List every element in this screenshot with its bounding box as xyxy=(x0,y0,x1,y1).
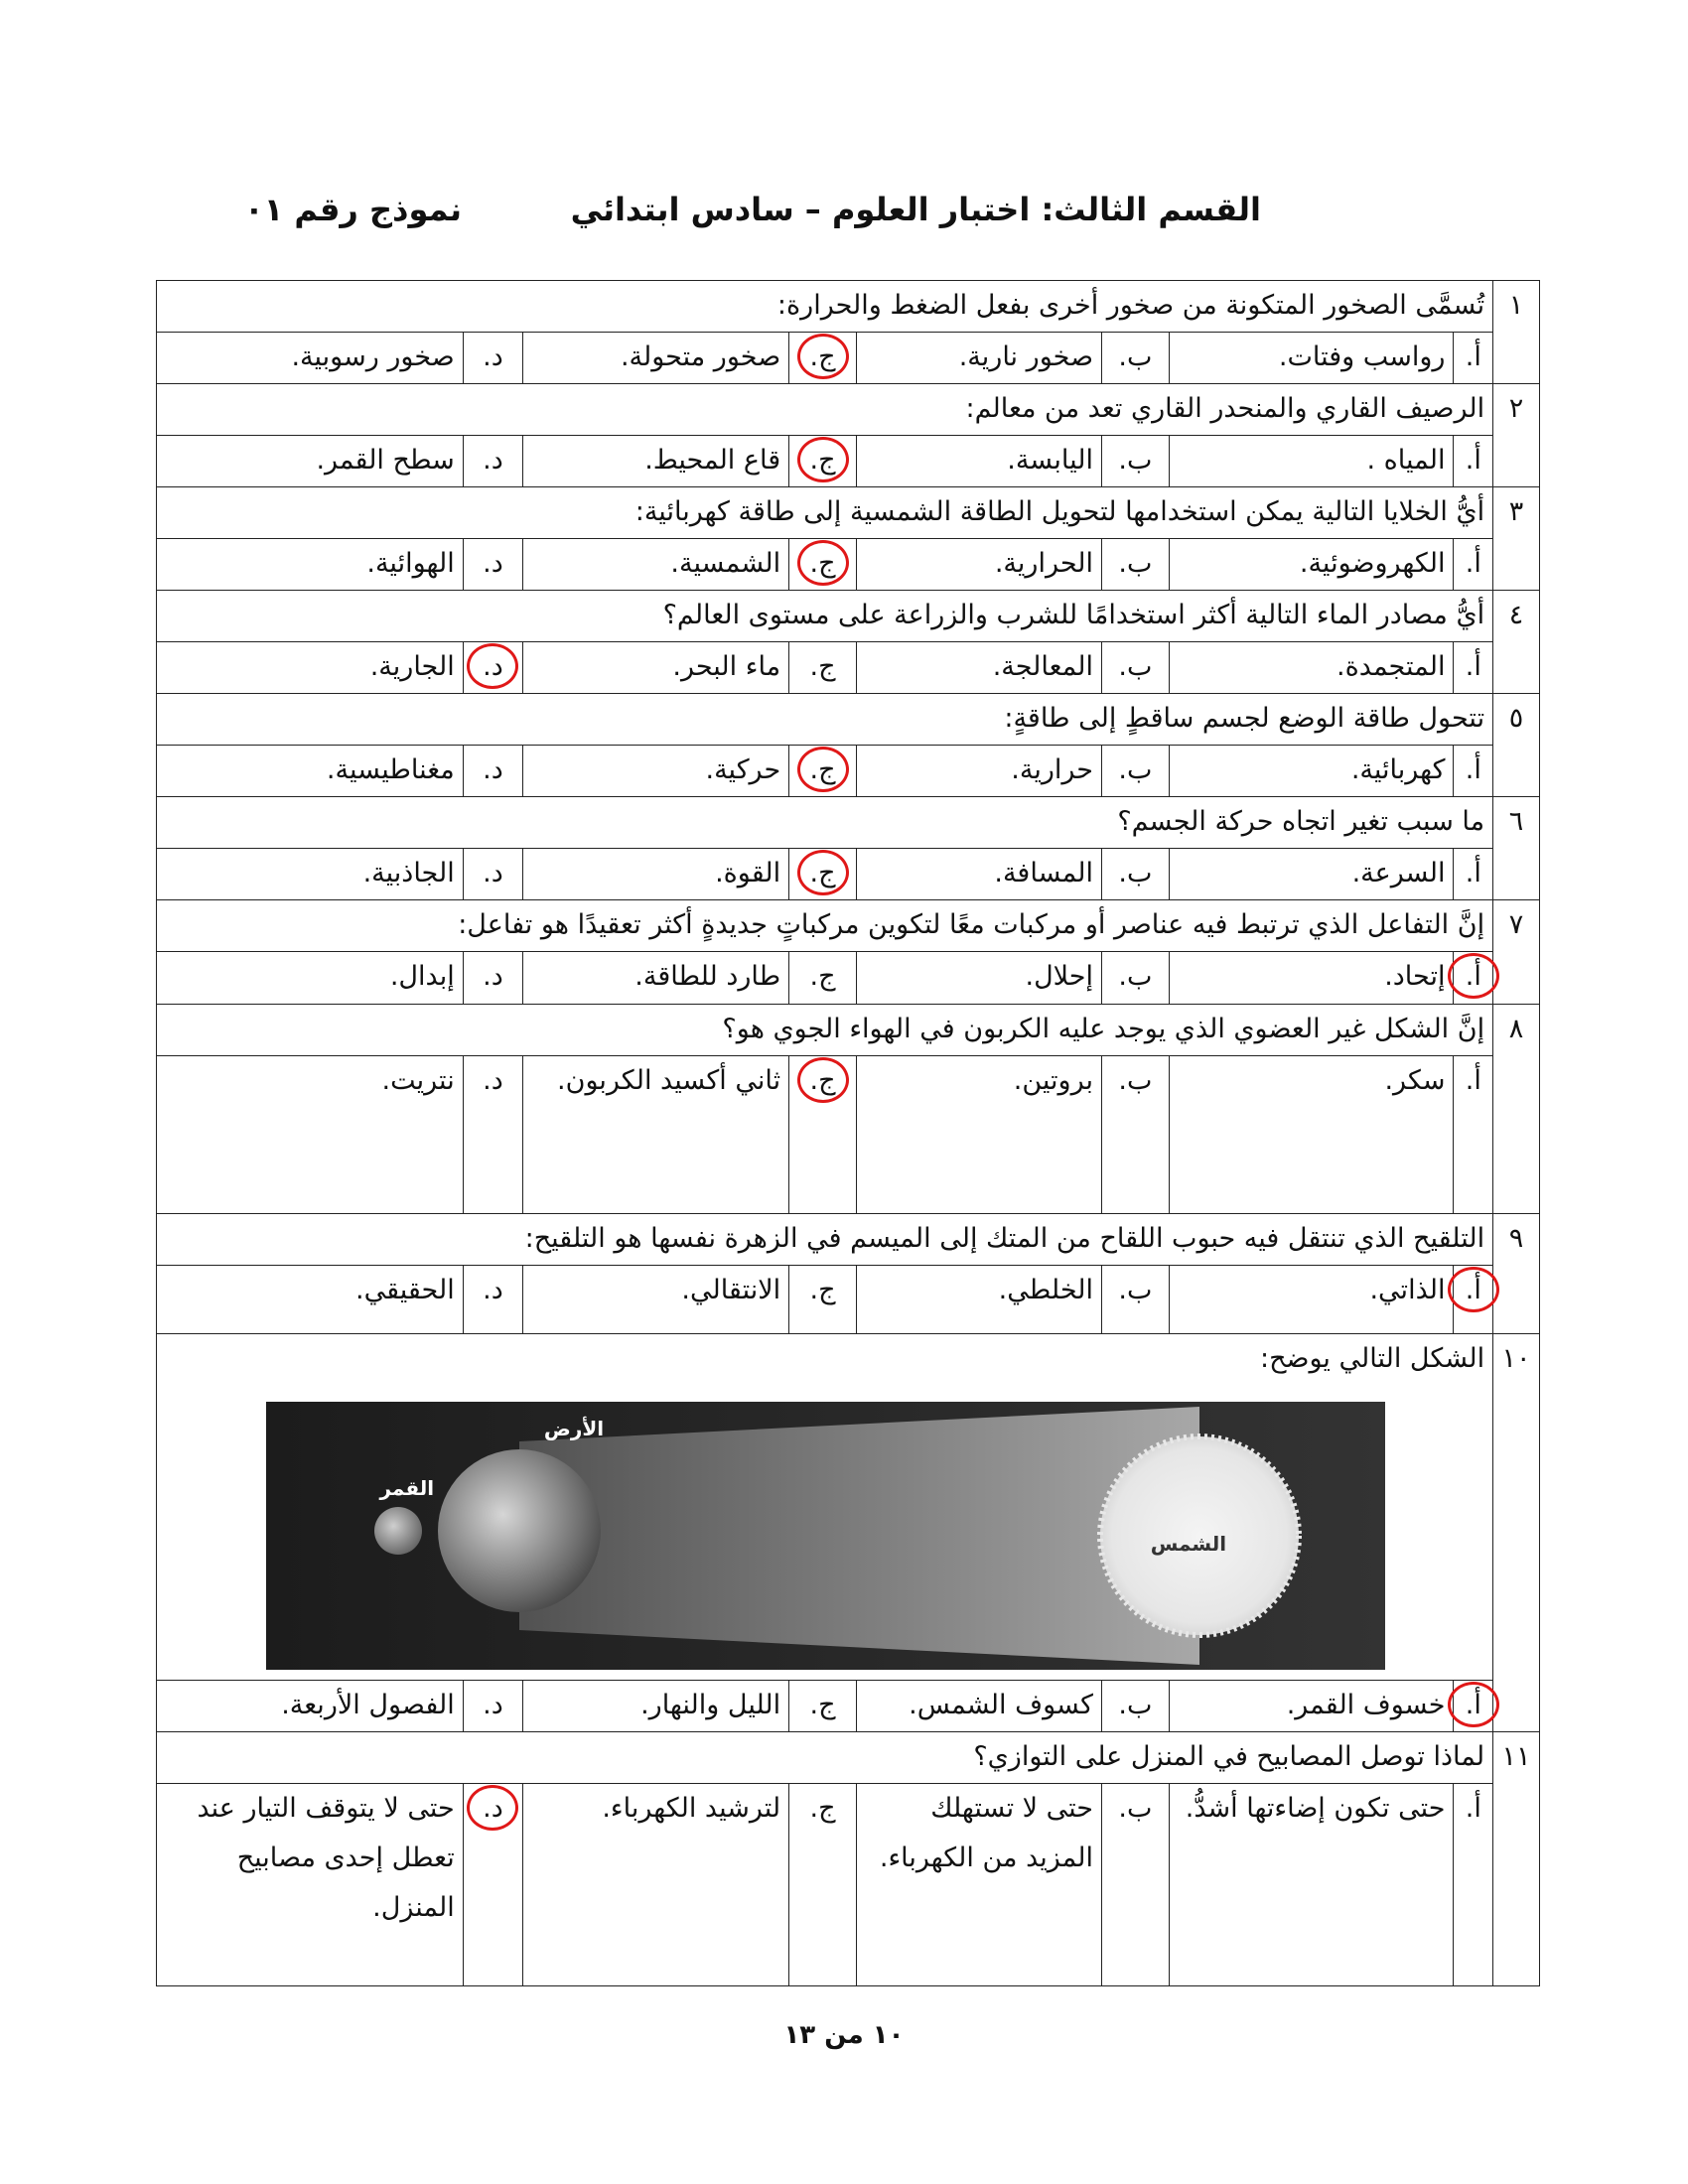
question-text-label: تُسمَّى الصخور المتكونة من صخور أخرى بفعل الضغط والحرارة: xyxy=(776,290,1485,321)
option-letter-label: ب. xyxy=(1118,651,1153,682)
option-letter-label: أ. xyxy=(1465,341,1481,372)
light-beam xyxy=(519,1407,1199,1665)
option-text-a[interactable]: إتحاد. xyxy=(1169,952,1454,1005)
option-letter-label: ج. xyxy=(809,754,836,785)
option-letter-label: ب. xyxy=(1118,341,1153,372)
option-letter-c[interactable] xyxy=(789,849,857,900)
option-letter-a[interactable] xyxy=(1454,849,1493,900)
option-letter-a[interactable] xyxy=(1454,333,1493,384)
option-text-c[interactable]: حركية. xyxy=(523,746,789,797)
option-letter-a[interactable] xyxy=(1454,1056,1493,1214)
option-letter-label: ب. xyxy=(1118,1065,1153,1096)
question-text xyxy=(157,1005,1493,1056)
options-row xyxy=(157,333,1540,384)
option-text-a[interactable]: خسوف القمر. xyxy=(1169,1681,1454,1732)
question-number: ٣ xyxy=(1493,487,1540,591)
question-row xyxy=(157,694,1540,746)
option-letter-d[interactable] xyxy=(463,1784,522,1986)
options-row xyxy=(157,746,1540,797)
option-text-b[interactable]: المسافة. xyxy=(856,849,1101,900)
question-row xyxy=(157,1732,1540,1784)
option-letter-c[interactable] xyxy=(789,952,857,1005)
option-letter-d[interactable] xyxy=(463,952,522,1005)
option-text-d[interactable]: نتريت. xyxy=(157,1056,464,1214)
option-letter-b[interactable] xyxy=(1102,952,1170,1005)
question-row xyxy=(157,1005,1540,1056)
question-number: ٩ xyxy=(1493,1214,1540,1334)
option-letter-b[interactable] xyxy=(1102,1784,1170,1986)
question-row xyxy=(157,1214,1540,1266)
option-text-c[interactable]: الشمسية. xyxy=(523,539,789,591)
option-letter-b[interactable] xyxy=(1102,436,1170,487)
options-row xyxy=(157,436,1540,487)
options-row xyxy=(157,1056,1540,1214)
option-letter-c[interactable] xyxy=(789,539,857,591)
option-text-c[interactable]: طارد للطاقة. xyxy=(523,952,789,1005)
option-letter-label: أ. xyxy=(1465,1065,1481,1096)
option-letter-a[interactable] xyxy=(1454,1266,1493,1334)
option-text-c[interactable]: ماء البحر. xyxy=(523,642,789,694)
question-text xyxy=(157,281,1493,333)
question-number: ٢ xyxy=(1493,384,1540,487)
option-letter-label: أ. xyxy=(1465,961,1481,992)
option-letter-c[interactable] xyxy=(789,746,857,797)
option-letter-label: د. xyxy=(483,754,503,785)
question-number: ١٠ xyxy=(1493,1334,1540,1732)
option-letter-c[interactable] xyxy=(789,1784,857,1986)
question-text xyxy=(157,384,1493,436)
option-letter-label: ب. xyxy=(1118,548,1153,579)
question-text-label: تتحول طاقة الوضع لجسم ساقطٍ إلى طاقةٍ: xyxy=(1004,703,1485,734)
option-letter-label: ب. xyxy=(1118,1275,1153,1305)
question-table xyxy=(156,280,1540,1986)
option-letter-label: أ. xyxy=(1465,1690,1481,1720)
option-text-d[interactable]: الحقيقي. xyxy=(157,1266,464,1334)
option-letter-c[interactable] xyxy=(789,642,857,694)
option-letter-c[interactable] xyxy=(789,436,857,487)
option-letter-label: ج. xyxy=(809,961,836,992)
option-letter-label: د. xyxy=(483,858,503,888)
option-letter-c[interactable] xyxy=(789,333,857,384)
question-text-label: أيُّ مصادر الماء التالية أكثر استخدامًا للشرب والزراعة على مستوى العالم؟ xyxy=(662,600,1485,630)
question-text-label: أيُّ الخلايا التالية يمكن استخدامها لتحويل الطاقة الشمسية إلى طاقة كهربائية: xyxy=(634,496,1485,527)
question-number: ٤ xyxy=(1493,591,1540,694)
question-text xyxy=(157,591,1493,642)
question-text xyxy=(157,694,1493,746)
option-text-a[interactable]: حتى تكون إضاءتها أشدُّ. xyxy=(1169,1784,1454,1986)
option-letter-d[interactable] xyxy=(463,1056,522,1214)
question-number: ١١ xyxy=(1493,1732,1540,1986)
question-text-label: الرصيف القاري والمنحدر القاري تعد من معالم: xyxy=(965,393,1485,424)
option-letter-c[interactable] xyxy=(789,1266,857,1334)
option-text-b[interactable]: الخلطي. xyxy=(856,1266,1101,1334)
option-letter-label: ب. xyxy=(1118,1793,1153,1824)
option-letter-label: ج. xyxy=(809,1275,836,1305)
option-text-b[interactable]: اليابسة. xyxy=(856,436,1101,487)
option-letter-label: د. xyxy=(483,1065,503,1096)
option-letter-label: د. xyxy=(483,1275,503,1305)
option-letter-c[interactable] xyxy=(789,1681,857,1732)
option-text-c[interactable]: القوة. xyxy=(523,849,789,900)
question-text-label: التلقيح الذي تنتقل فيه حبوب اللقاح من المتك إلى الميسم في الزهرة نفسها هو التلقيح: xyxy=(524,1223,1485,1254)
option-letter-label: ج. xyxy=(809,1793,836,1824)
option-letter-b[interactable] xyxy=(1102,642,1170,694)
option-letter-label: أ. xyxy=(1465,1275,1481,1305)
question-text xyxy=(157,1334,1493,1681)
option-letter-label: ب. xyxy=(1118,1690,1153,1720)
option-letter-b[interactable] xyxy=(1102,1056,1170,1214)
option-letter-label: د. xyxy=(483,961,503,992)
option-letter-b[interactable] xyxy=(1102,1266,1170,1334)
option-letter-label: ب. xyxy=(1118,445,1153,476)
option-text-b[interactable]: إحلال. xyxy=(856,952,1101,1005)
option-letter-d[interactable] xyxy=(463,1681,522,1732)
option-letter-c[interactable] xyxy=(789,1056,857,1214)
question-text xyxy=(157,900,1493,952)
option-letter-label: أ. xyxy=(1465,754,1481,785)
question-number: ١ xyxy=(1493,281,1540,384)
option-text-d[interactable]: الهوائية. xyxy=(157,539,464,591)
options-row xyxy=(157,952,1540,1005)
option-text-b[interactable]: حتى لا تستهلك المزيد من الكهرباء. xyxy=(856,1784,1101,1986)
options-row xyxy=(157,1266,1540,1334)
option-letter-label: أ. xyxy=(1465,1793,1481,1824)
option-text-b[interactable]: كسوف الشمس. xyxy=(856,1681,1101,1732)
option-text-b[interactable]: الحرارية. xyxy=(856,539,1101,591)
option-letter-a[interactable] xyxy=(1454,539,1493,591)
question-number: ٥ xyxy=(1493,694,1540,797)
option-text-c[interactable]: لترشيد الكهرباء. xyxy=(523,1784,789,1986)
options-row xyxy=(157,849,1540,900)
option-letter-label: أ. xyxy=(1465,445,1481,476)
option-letter-label: أ. xyxy=(1465,858,1481,888)
page-number: ١٠ من ١٣ xyxy=(783,2020,905,2050)
option-text-c[interactable]: صخور متحولة. xyxy=(523,333,789,384)
option-letter-b[interactable] xyxy=(1102,1681,1170,1732)
option-text-d[interactable]: حتى لا يتوقف التيار عند تعطل إحدى مصابيح المنزل. xyxy=(157,1784,464,1986)
question-text-label: إنَّ التفاعل الذي ترتبط فيه عناصر أو مركبات معًا لتكوين مركباتٍ جديدةٍ أكثر تعقيدًا هو تفاعل: xyxy=(458,909,1485,940)
question-text-label: الشكل التالي يوضح: xyxy=(1260,1343,1485,1374)
option-text-a[interactable]: رواسب وفتات. xyxy=(1169,333,1454,384)
option-letter-label: د. xyxy=(483,548,503,579)
option-text-d[interactable]: مغناطيسية. xyxy=(157,746,464,797)
question-row xyxy=(157,281,1540,333)
model-number: نموذج رقم ٠١ xyxy=(244,191,462,228)
question-number: ٨ xyxy=(1493,1005,1540,1214)
option-letter-label: ج. xyxy=(809,858,836,888)
option-letter-label: ج. xyxy=(809,341,836,372)
option-letter-a[interactable] xyxy=(1454,642,1493,694)
question-row xyxy=(157,900,1540,952)
option-text-c[interactable]: الليل والنهار. xyxy=(523,1681,789,1732)
option-letter-b[interactable] xyxy=(1102,849,1170,900)
option-text-b[interactable]: بروتين. xyxy=(856,1056,1101,1214)
option-text-c[interactable]: الانتقالي. xyxy=(523,1266,789,1334)
option-text-a[interactable]: الكهروضوئية. xyxy=(1169,539,1454,591)
option-letter-label: ب. xyxy=(1118,858,1153,888)
option-text-d[interactable]: إبدال. xyxy=(157,952,464,1005)
option-letter-d[interactable] xyxy=(463,539,522,591)
option-text-c[interactable]: ثاني أكسيد الكربون. xyxy=(523,1056,789,1214)
option-letter-label: أ. xyxy=(1465,548,1481,579)
option-letter-label: د. xyxy=(483,445,503,476)
question-text-label: ما سبب تغير اتجاه حركة الجسم؟ xyxy=(1117,806,1485,837)
moon-label: القمر xyxy=(379,1476,435,1500)
option-letter-d[interactable] xyxy=(463,849,522,900)
option-letter-label: ج. xyxy=(809,1065,836,1096)
option-text-a[interactable]: كهربائية. xyxy=(1169,746,1454,797)
option-letter-label: د. xyxy=(483,341,503,372)
option-letter-a[interactable] xyxy=(1454,1681,1493,1732)
option-letter-label: د. xyxy=(483,1690,503,1720)
option-text-a[interactable]: المياه . xyxy=(1169,436,1454,487)
option-letter-d[interactable] xyxy=(463,1266,522,1334)
question-row xyxy=(157,797,1540,849)
options-row xyxy=(157,642,1540,694)
option-letter-b[interactable] xyxy=(1102,333,1170,384)
option-text-a[interactable]: المتجمدة. xyxy=(1169,642,1454,694)
option-letter-label: ج. xyxy=(809,445,836,476)
option-letter-a[interactable] xyxy=(1454,952,1493,1005)
question-number: ٧ xyxy=(1493,900,1540,1005)
option-text-b[interactable]: صخور نارية. xyxy=(856,333,1101,384)
option-letter-label: د. xyxy=(483,1793,503,1824)
option-letter-label: د. xyxy=(483,651,503,682)
option-text-c[interactable]: قاع المحيط. xyxy=(523,436,789,487)
options-row xyxy=(157,1681,1540,1732)
option-letter-a[interactable] xyxy=(1454,746,1493,797)
options-row xyxy=(157,539,1540,591)
question-row xyxy=(157,384,1540,436)
option-text-a[interactable]: السرعة. xyxy=(1169,849,1454,900)
page-title: القسم الثالث: اختبار العلوم – سادس ابتدائي xyxy=(570,191,1261,228)
option-letter-d[interactable] xyxy=(463,436,522,487)
option-letter-b[interactable] xyxy=(1102,746,1170,797)
question-number: ٦ xyxy=(1493,797,1540,900)
question-row xyxy=(157,591,1540,642)
option-text-d[interactable]: الفصول الأربعة. xyxy=(157,1681,464,1732)
option-letter-b[interactable] xyxy=(1102,539,1170,591)
question-text xyxy=(157,797,1493,849)
option-letter-d[interactable] xyxy=(463,333,522,384)
question-text-label: لماذا توصل المصابيح في المنزل على التوازي؟ xyxy=(973,1741,1485,1772)
question-text xyxy=(157,1732,1493,1784)
question-text xyxy=(157,1214,1493,1266)
option-text-d[interactable]: الجارية. xyxy=(157,642,464,694)
earth-shape xyxy=(438,1449,601,1612)
question-text-label: إنَّ الشكل غير العضوي الذي يوجد عليه الكربون في الهواء الجوي هو؟ xyxy=(722,1014,1485,1044)
option-letter-label: ج. xyxy=(809,548,836,579)
option-letter-label: ب. xyxy=(1118,961,1153,992)
option-text-a[interactable]: الذاتي. xyxy=(1169,1266,1454,1334)
question-text xyxy=(157,487,1493,539)
option-letter-a[interactable] xyxy=(1454,1784,1493,1986)
option-text-d[interactable]: صخور رسوبية. xyxy=(157,333,464,384)
option-text-d[interactable]: سطح القمر. xyxy=(157,436,464,487)
option-letter-d[interactable] xyxy=(463,746,522,797)
moon-shape xyxy=(374,1507,422,1555)
earth-label: الأرض xyxy=(543,1417,605,1440)
page-header xyxy=(149,191,1539,240)
option-text-a[interactable]: سكر. xyxy=(1169,1056,1454,1214)
question-row xyxy=(157,1334,1540,1681)
eclipse-figure xyxy=(266,1402,1385,1670)
option-letter-label: ج. xyxy=(809,1690,836,1720)
option-letter-label: ج. xyxy=(809,651,836,682)
question-row xyxy=(157,487,1540,539)
sun-label: الشمس xyxy=(1150,1532,1227,1556)
option-letter-label: أ. xyxy=(1465,651,1481,682)
option-letter-label: ب. xyxy=(1118,754,1153,785)
options-row xyxy=(157,1784,1540,1986)
option-text-b[interactable]: المعالجة. xyxy=(856,642,1101,694)
option-text-b[interactable]: حرارية. xyxy=(856,746,1101,797)
option-letter-a[interactable] xyxy=(1454,436,1493,487)
option-text-d[interactable]: الجاذبية. xyxy=(157,849,464,900)
option-letter-d[interactable] xyxy=(463,642,522,694)
